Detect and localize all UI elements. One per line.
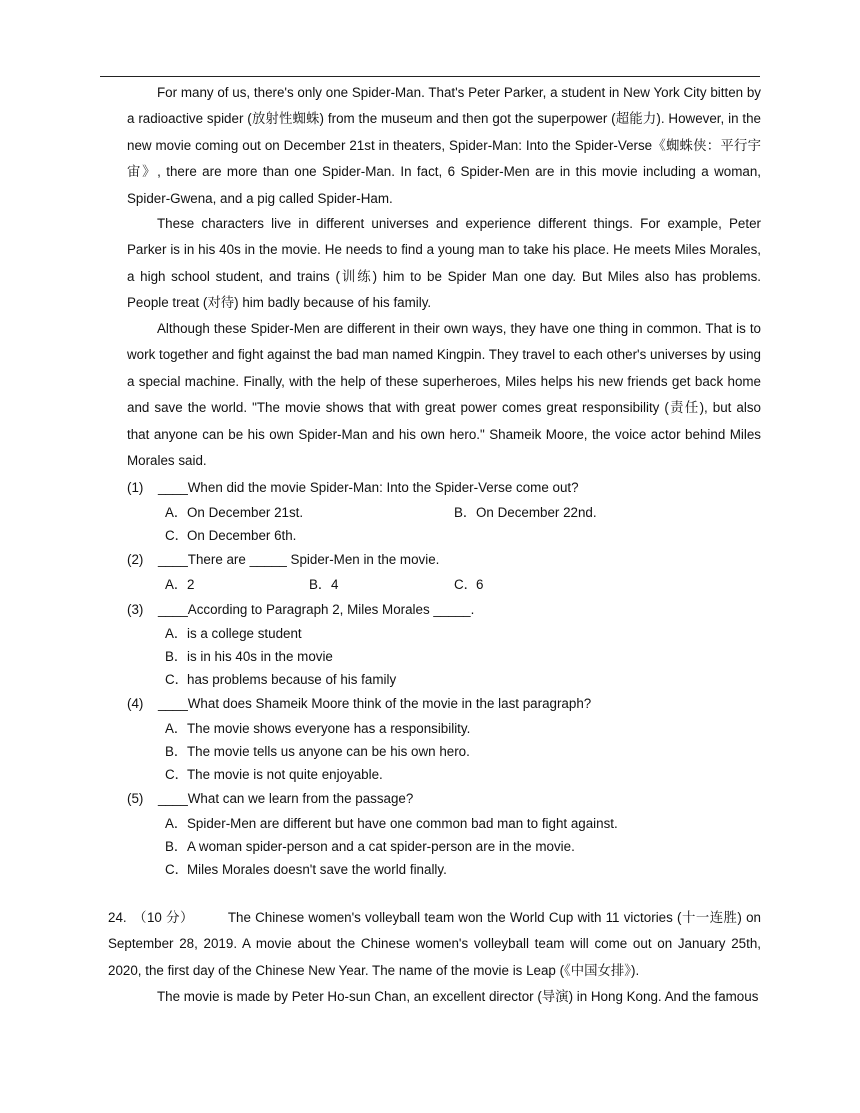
question-24-passage bbox=[108, 905, 761, 984]
question-3 bbox=[127, 600, 474, 620]
question-number: (5) bbox=[127, 791, 144, 806]
passage-paragraph-1: For many of us, there's only one Spider-Man. That's Peter Parker, a student in New York City bitten by a radioactive spider (放射性蜘蛛) from the museum and then got the superpower (超能力). However, in the new movie coming out on December 21st in theaters, Spider-Man: Into the Spider-Verse《蜘蛛侠：平行宇宙》, there are more than one Spider-Man. In fact, 6 Spider-Men are in this movie including a woman, Spider-Gwena, and a pig called Spider-Ham. bbox=[127, 85, 761, 206]
question-24-number: 24. bbox=[108, 910, 127, 925]
question-text: ____When did the movie Spider-Man: Into the Spider-Verse come out? bbox=[158, 480, 579, 495]
option-c[interactable]: C．On December 6th. bbox=[165, 528, 297, 543]
option-c[interactable]: C．Miles Morales doesn't save the world finally. bbox=[165, 862, 447, 877]
question-5 bbox=[127, 789, 413, 809]
option-c[interactable]: C．6 bbox=[454, 577, 484, 592]
question-number: (1) bbox=[127, 480, 144, 495]
option-b[interactable]: B．4 bbox=[309, 577, 339, 592]
option-a[interactable]: A．On December 21st. bbox=[165, 505, 304, 520]
option-c[interactable]: C．has problems because of his family bbox=[165, 672, 397, 687]
question-text: ____According to Paragraph 2, Miles Morales _____. bbox=[158, 602, 475, 617]
question-2 bbox=[127, 550, 439, 570]
question-number: (4) bbox=[127, 696, 144, 711]
option-a[interactable]: A．Spider-Men are different but have one common bad man to fight against. bbox=[165, 816, 618, 831]
question-number: (3) bbox=[127, 602, 144, 617]
option-a[interactable]: A．The movie shows everyone has a responsibility. bbox=[165, 721, 471, 736]
option-a[interactable]: A．2 bbox=[165, 577, 195, 592]
option-a[interactable]: A．is a college student bbox=[165, 626, 302, 641]
question-text: ____There are _____ Spider-Men in the movie. bbox=[158, 552, 440, 567]
option-b[interactable]: B．On December 22nd. bbox=[454, 505, 597, 520]
passage-paragraph-3: Although these Spider-Men are different in their own ways, they have one thing in common. That is to work together and fight against the bad man named Kingpin. They travel to each other's universes by using a special machine. Finally, with the help of these superheroes, Miles helps his new friends get back home and save the world. "The movie shows that with great power comes great responsibility (责任), but also that anyone can be his own Spider-Man and his own hero." Shameik Moore, the voice actor behind Miles Morales said. bbox=[127, 321, 761, 469]
question-1 bbox=[127, 478, 579, 498]
question-text: ____What does Shameik Moore think of the movie in the last paragraph? bbox=[158, 696, 592, 711]
question-24-paragraph-1: The Chinese women's volleyball team won the World Cup with 11 victories (十一连胜) on September 28, 2019. A movie about the Chinese women's volleyball team will come out on January 25th, 2020, the first day of the Chinese New Year. The name of the movie is Leap (《中国女排》). bbox=[108, 910, 761, 978]
question-number: (2) bbox=[127, 552, 144, 567]
passage-paragraph-2: These characters live in different universes and experience different things. For example, Peter Parker is in his 40s in the movie. He needs to find a young man to take his place. He meets Miles Morales, a high school student, and trains (训练) him to be Spider Man one day. But Miles also has problems. People treat (对待) him badly because of his family. bbox=[127, 216, 761, 311]
question-4 bbox=[127, 694, 591, 714]
option-c[interactable]: C．The movie is not quite enjoyable. bbox=[165, 767, 383, 782]
header-rule bbox=[100, 76, 760, 77]
option-b[interactable]: B．The movie tells us anyone can be his own hero. bbox=[165, 744, 470, 759]
question-24-points: （10 分） bbox=[132, 910, 194, 925]
question-text: ____What can we learn from the passage? bbox=[158, 791, 414, 806]
option-b[interactable]: B．is in his 40s in the movie bbox=[165, 649, 333, 664]
option-b[interactable]: B．A woman spider-person and a cat spider-person are in the movie. bbox=[165, 839, 575, 854]
question-24-paragraph-2: The movie is made by Peter Ho-sun Chan, an excellent director (导演) in Hong Kong. And the famous bbox=[157, 989, 759, 1004]
